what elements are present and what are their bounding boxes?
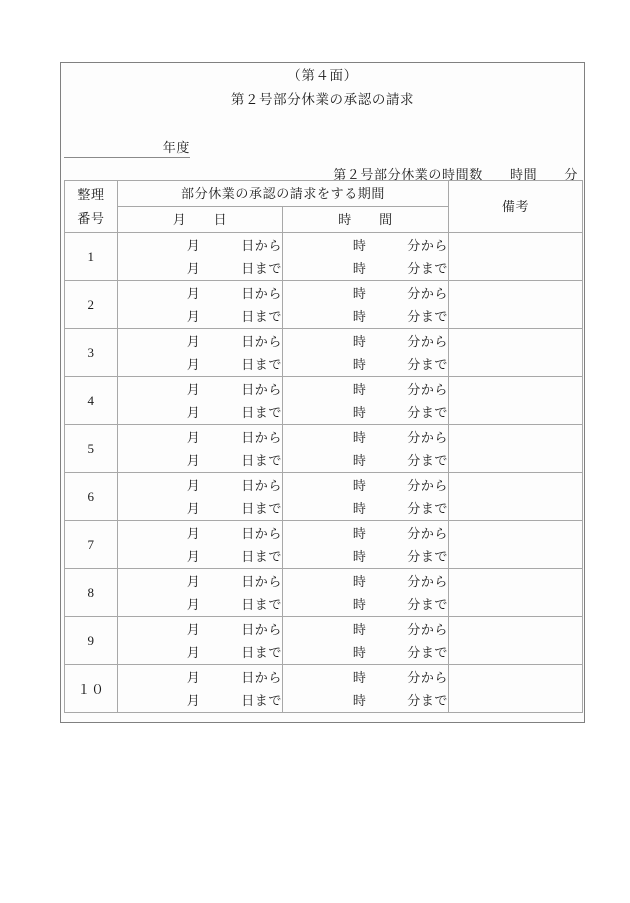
row-time-field[interactable]	[283, 569, 449, 617]
row-date-from[interactable]: 月 日から	[186, 237, 282, 253]
row-time-to[interactable]: 時 分まで	[352, 500, 449, 516]
row-time-to[interactable]: 時 分まで	[352, 260, 449, 276]
header-remarks: 備考	[449, 181, 583, 233]
row-time-field[interactable]	[283, 473, 449, 521]
row-remarks-field[interactable]	[449, 617, 583, 665]
table-body	[65, 233, 583, 713]
table-row	[65, 281, 583, 329]
row-date-field[interactable]	[118, 233, 283, 281]
row-serial-number: 9	[65, 617, 118, 665]
row-date-to[interactable]: 月 日まで	[186, 500, 282, 516]
row-time-field[interactable]	[283, 329, 449, 377]
row-date-to[interactable]: 月 日まで	[186, 644, 282, 660]
total-hours-line: 第２号部分休業の時間数 時間 分	[333, 167, 578, 183]
header-time-column: 時 間	[283, 207, 449, 233]
row-date-from[interactable]: 月 日から	[186, 333, 282, 349]
row-time-from[interactable]: 時 分から	[352, 525, 449, 541]
row-date-to[interactable]: 月 日まで	[186, 596, 282, 612]
row-date-field[interactable]	[118, 329, 283, 377]
row-remarks-field[interactable]	[449, 425, 583, 473]
row-date-field[interactable]	[118, 521, 283, 569]
row-time-to[interactable]: 時 分まで	[352, 692, 449, 708]
row-time-field[interactable]	[283, 521, 449, 569]
document-title: 第２号部分休業の承認の請求	[230, 92, 415, 108]
row-remarks-field[interactable]	[449, 569, 583, 617]
row-remarks-field[interactable]	[449, 377, 583, 425]
header-serial-number	[65, 181, 118, 233]
table-row	[65, 617, 583, 665]
row-remarks-field[interactable]	[449, 329, 583, 377]
row-date-from[interactable]: 月 日から	[186, 381, 282, 397]
row-remarks-field[interactable]	[449, 233, 583, 281]
row-date-from[interactable]: 月 日から	[186, 621, 282, 637]
table-header-row-1	[65, 181, 583, 207]
table-row	[65, 521, 583, 569]
row-time-to[interactable]: 時 分まで	[352, 356, 449, 372]
row-date-field[interactable]	[118, 377, 283, 425]
row-date-to[interactable]: 月 日まで	[186, 260, 282, 276]
row-time-from[interactable]: 時 分から	[352, 381, 449, 397]
row-date-to[interactable]: 月 日まで	[186, 452, 282, 468]
row-time-field[interactable]	[283, 233, 449, 281]
row-date-to[interactable]: 月 日まで	[186, 356, 282, 372]
row-time-from[interactable]: 時 分から	[352, 573, 449, 589]
page-face-label: （第４面）	[287, 68, 358, 83]
row-time-field[interactable]	[283, 617, 449, 665]
row-date-to[interactable]: 月 日まで	[186, 308, 282, 324]
row-time-field[interactable]	[283, 665, 449, 713]
document-body	[61, 63, 584, 722]
row-serial-number: 8	[65, 569, 118, 617]
row-serial-number: 1	[65, 233, 118, 281]
fiscal-year-field[interactable]: 年度	[64, 137, 190, 158]
row-date-field[interactable]	[118, 281, 283, 329]
row-date-field[interactable]	[118, 665, 283, 713]
row-serial-number: １０	[65, 665, 118, 713]
row-remarks-field[interactable]	[449, 665, 583, 713]
table-row	[65, 377, 583, 425]
leave-request-table	[64, 180, 583, 713]
row-date-from[interactable]: 月 日から	[186, 525, 282, 541]
row-time-to[interactable]: 時 分まで	[352, 644, 449, 660]
row-time-to[interactable]: 時 分まで	[352, 596, 449, 612]
row-date-from[interactable]: 月 日から	[186, 285, 282, 301]
row-time-field[interactable]	[283, 377, 449, 425]
row-time-from[interactable]: 時 分から	[352, 621, 449, 637]
row-date-from[interactable]: 月 日から	[186, 669, 282, 685]
row-date-field[interactable]	[118, 473, 283, 521]
row-date-from[interactable]: 月 日から	[186, 429, 282, 445]
row-time-to[interactable]: 時 分まで	[352, 404, 449, 420]
row-time-to[interactable]: 時 分まで	[352, 452, 449, 468]
row-date-to[interactable]: 月 日まで	[186, 692, 282, 708]
row-serial-number: 5	[65, 425, 118, 473]
row-time-from[interactable]: 時 分から	[352, 237, 449, 253]
row-time-field[interactable]	[283, 425, 449, 473]
row-serial-number: 6	[65, 473, 118, 521]
header-serial-number-line2: 番号	[77, 210, 105, 226]
row-time-from[interactable]: 時 分から	[352, 669, 449, 685]
header-serial-number-line1: 整理	[77, 186, 105, 202]
row-time-from[interactable]: 時 分から	[352, 477, 449, 493]
table-row	[65, 233, 583, 281]
row-serial-number: 7	[65, 521, 118, 569]
header-period-group: 部分休業の承認の請求をする期間	[118, 181, 449, 207]
row-time-from[interactable]: 時 分から	[352, 333, 449, 349]
table-row	[65, 425, 583, 473]
row-date-from[interactable]: 月 日から	[186, 477, 282, 493]
row-time-to[interactable]: 時 分まで	[352, 308, 449, 324]
row-time-field[interactable]	[283, 281, 449, 329]
table-header	[65, 181, 583, 233]
row-date-to[interactable]: 月 日まで	[186, 404, 282, 420]
table-row	[65, 473, 583, 521]
table-row	[65, 665, 583, 713]
row-remarks-field[interactable]	[449, 281, 583, 329]
row-serial-number: 4	[65, 377, 118, 425]
row-date-field[interactable]	[118, 617, 283, 665]
row-time-to[interactable]: 時 分まで	[352, 548, 449, 564]
row-serial-number: 3	[65, 329, 118, 377]
row-date-field[interactable]	[118, 425, 283, 473]
row-date-from[interactable]: 月 日から	[186, 573, 282, 589]
document-page-frame	[60, 62, 585, 723]
header-date-column: 月 日	[118, 207, 283, 233]
table-row	[65, 329, 583, 377]
table-row	[65, 569, 583, 617]
row-date-field[interactable]	[118, 569, 283, 617]
row-remarks-field[interactable]	[449, 473, 583, 521]
row-time-from[interactable]: 時 分から	[352, 285, 449, 301]
row-time-from[interactable]: 時 分から	[352, 429, 449, 445]
row-serial-number: 2	[65, 281, 118, 329]
row-date-to[interactable]: 月 日まで	[186, 548, 282, 564]
row-remarks-field[interactable]	[449, 521, 583, 569]
fiscal-year-row	[61, 137, 584, 159]
